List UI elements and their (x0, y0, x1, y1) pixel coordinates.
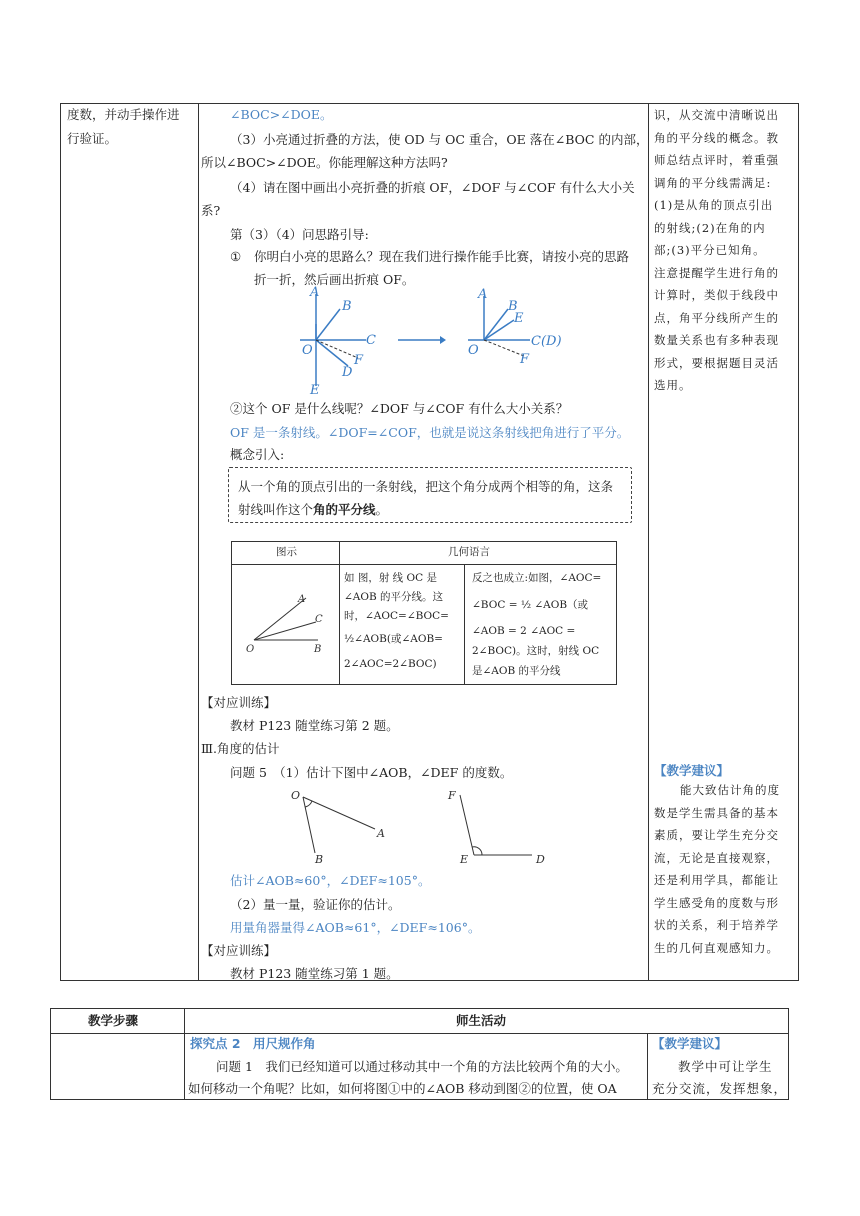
definition-line-2 (238, 501, 388, 518)
label-cd: C(D) (531, 334, 562, 349)
label-c: C (315, 614, 323, 625)
tip-line: 状的关系，利于培养学 (654, 918, 779, 932)
label-o: O (302, 343, 313, 358)
step-2-question: ②这个 OF 是什么线呢？∠DOF 与∠COF 有什么大小关系？ (230, 401, 569, 416)
label-b: B (508, 299, 518, 314)
note-line: (1)是从角的顶点引出 (654, 198, 774, 212)
definition-text: 射线叫作这个 (238, 502, 314, 517)
question-3-line-1: （3）小亮通过折叠的方法，使 OD 与 OC 重合，OE 落在∠BOC 的内部， (230, 132, 649, 147)
tip-line: 学生感受角的度数与形 (654, 895, 779, 910)
geo-lang-1: 2∠AOC=2∠BOC) (344, 658, 437, 670)
geo-lang-1: ½∠AOB(或∠AOB= (344, 633, 443, 645)
note-line: 形式，要根据题目灵活 (654, 355, 779, 370)
label-b: B (314, 644, 322, 654)
table-header-language: 几何语言 (448, 546, 490, 558)
teaching-tip-heading: 【教学建议】 (652, 1036, 728, 1051)
question-4-line-1: （4）请在图中画出小亮折叠的折痕 OF，∠DOF 与∠COF 有什么大小关 (230, 180, 635, 195)
note-line: 部;(3)平分已知角。 (654, 243, 766, 257)
note-line: 计算时，类似于线段中 (654, 288, 779, 302)
label-a: A (478, 287, 488, 302)
question-3-line-2: 所以∠BOC>∠DOE。你能理解这种方法吗? (201, 155, 448, 170)
label-e: E (310, 383, 320, 396)
label-a: A (377, 827, 385, 840)
label-e: E (460, 853, 469, 866)
estimate-answer: 估计∠AOB≈60°，∠DEF≈105°。 (230, 873, 431, 888)
tip-line: 充分交流，发挥想象， (652, 1081, 788, 1096)
note-line: 调角的平分线需满足: (654, 175, 772, 190)
step-1-line-2: 折一折，然后画出折痕 OF。 (254, 272, 415, 287)
question-4-line-2: 系? (201, 203, 221, 218)
geo-lang-2: ∠AOB = 2 ∠AOC = (472, 625, 576, 637)
table-divider (464, 564, 465, 684)
training-text: 教材 P123 随堂练习第 1 题。 (230, 966, 399, 981)
label-a: A (310, 285, 320, 300)
teaching-note (654, 104, 779, 397)
geo-lang-2: 反之也成立:如图，∠AOC= (472, 572, 602, 584)
label-o: O (291, 789, 301, 802)
tip-line: 流，无论是直接观察， (654, 850, 779, 865)
label-o: O (468, 343, 479, 358)
table-divider (339, 542, 340, 684)
section-heading: 探究点 2 用尺规作角 (190, 1036, 316, 1051)
label-c: C (366, 333, 376, 348)
tip-line: 能大致估计角的度 (680, 783, 780, 797)
header-steps: 教学步骤 (88, 1013, 139, 1028)
table-divider (198, 104, 199, 980)
training-heading: 【对应训练】 (201, 943, 277, 958)
label-b: B (342, 299, 352, 314)
definition-period: 。 (375, 502, 389, 517)
arrow-icon (396, 334, 446, 346)
table-divider (184, 1009, 185, 1099)
note-line: 选用。 (654, 378, 692, 392)
tip-line: 生的几何直观感知力。 (654, 940, 779, 955)
geo-lang-1: 如 图，射 线 OC 是 (344, 572, 437, 584)
label-d: D (342, 365, 353, 380)
note-line: 注意提醒学生进行角的 (654, 265, 779, 280)
left-col-line: 行验证。 (67, 131, 118, 146)
measure-answer: 用量角器量得∠AOB≈61°，∠DEF≈106°。 (230, 920, 481, 935)
tip-line: 素质，要让学生充分交 (654, 828, 779, 842)
label-d: D (536, 853, 545, 866)
fold-figure-right (458, 284, 578, 364)
note-line: 角的平分线的概念。教 (654, 130, 779, 145)
problem-1-line-2: 如何移动一个角呢？比如，如何将图①中的∠AOB 移动到图②的位置，使 OA (188, 1081, 617, 1096)
geo-lang-1: 时，∠AOC=∠BOC= (344, 610, 449, 622)
note-line: 的射线;(2)在角的内 (654, 220, 766, 235)
training-text: 教材 P123 随堂练习第 2 题。 (230, 718, 399, 733)
fold-figure-left (290, 284, 390, 396)
question-5: 问题 5 （1）估计下图中∠AOB，∠DEF 的度数。 (230, 765, 513, 780)
note-line: 点，角平分线所产生的 (654, 310, 779, 325)
note-line: 识，从交流中清晰说出 (654, 108, 779, 122)
definition-term: 角的平分线 (313, 502, 376, 517)
bisector-figure (240, 582, 332, 654)
label-f: F (448, 789, 456, 802)
section-heading: Ⅲ.角度的估计 (201, 741, 280, 756)
left-col-line: 度数，并动手操作进 (67, 107, 180, 122)
label-o: O (246, 644, 255, 654)
label-f: F (520, 352, 530, 364)
note-line: 数量关系也有多种表现 (654, 333, 779, 347)
geo-lang-2: 是∠AOB 的平分线 (472, 665, 561, 677)
label-f: F (354, 353, 364, 368)
header-activities: 师生活动 (456, 1013, 507, 1028)
step-1-line-1: 你明白小亮的思路么？现在我们进行操作能手比赛，请按小亮的思路 (254, 249, 630, 264)
angle-def-figure (440, 785, 550, 867)
table-divider (647, 1033, 648, 1099)
tip-line: 数是学生需具备的基本 (654, 805, 779, 820)
teaching-tip (654, 779, 780, 959)
table-divider (51, 1033, 788, 1034)
concept-heading: 概念引入: (230, 447, 285, 462)
angle-aob-figure (285, 785, 395, 867)
tip-line: 教学中可让学生 (678, 1059, 773, 1074)
definition-line-1: 从一个角的顶点引出的一条射线，把这个角分成两个相等的角，这条 (238, 479, 614, 494)
geo-lang-2: 2∠BOC)。这时，射线 OC (472, 645, 600, 657)
guide-heading: 第（3）（4）问思路引导: (230, 227, 369, 242)
label-e: E (514, 311, 524, 326)
answer-text: ∠BOC>∠DOE。 (230, 107, 333, 122)
teaching-tip-heading: 【教学建议】 (654, 763, 730, 778)
step-1-number: ① (230, 249, 242, 264)
step-2-answer: OF 是一条射线。∠DOF=∠COF，也就是说这条射线把角进行了平分。 (230, 425, 630, 440)
question-5-part-2: （2）量一量，验证你的估计。 (230, 897, 401, 912)
table-header-figure: 图示 (276, 546, 297, 558)
geo-lang-1: ∠AOB 的平分线。这 (344, 591, 444, 603)
tip-line: 还是利用学具，都能让 (654, 873, 779, 887)
table-divider (648, 104, 649, 980)
label-b: B (315, 853, 324, 866)
problem-1-line-1: 问题 1 我们已经知道可以通过移动其中一个角的方法比较两个角的大小。 (216, 1059, 628, 1074)
geo-lang-2: ∠BOC = ½ ∠AOB（或 (472, 599, 589, 611)
label-a: A (298, 594, 306, 605)
training-heading: 【对应训练】 (201, 695, 277, 710)
note-line: 师总结点评时，着重强 (654, 153, 779, 167)
